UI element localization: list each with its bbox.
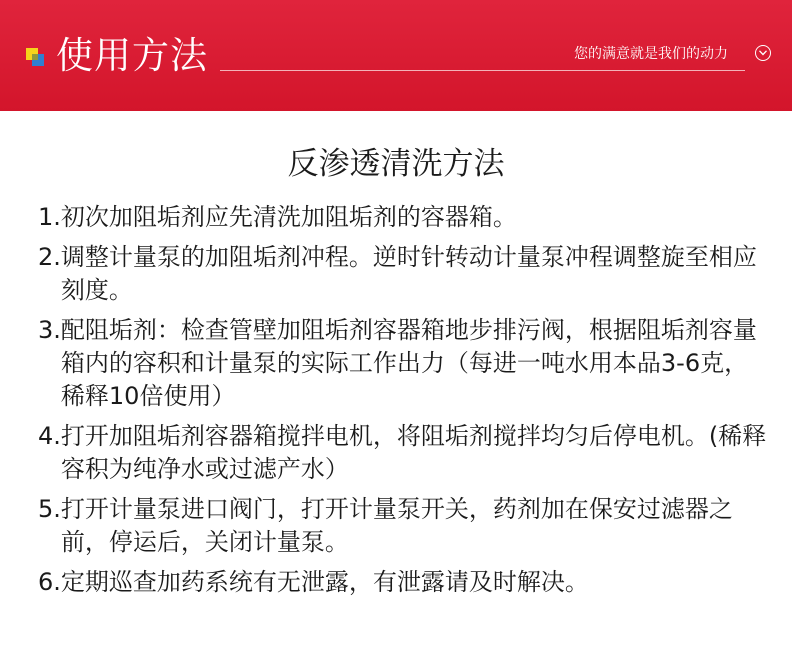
step-text: 打开计量泵进口阀门，打开计量泵开关，药剂加在保安过滤器之前，停运后，关闭计量泵。 <box>60 495 733 556</box>
list-item <box>38 201 768 234</box>
list-item <box>38 493 768 559</box>
step-text: 调整计量泵的加阻垢剂冲程。逆时针转动计量泵冲程调整旋至相应刻度。 <box>60 243 757 304</box>
chevron-down-icon[interactable] <box>755 45 771 61</box>
steps-list <box>38 201 768 606</box>
step-number: 3. <box>38 316 61 344</box>
step-text: 定期巡查加药系统有无泄露，有泄露请及时解决。 <box>60 568 589 596</box>
section-title: 使用方法 <box>56 34 208 77</box>
header-banner <box>0 0 792 111</box>
step-number: 1. <box>38 203 61 231</box>
squares-logo-icon <box>26 48 44 66</box>
step-number: 5. <box>38 495 61 523</box>
step-number: 2. <box>38 243 61 271</box>
document-title: 反渗透清洗方法 <box>287 146 505 182</box>
list-item <box>38 241 768 307</box>
list-item <box>38 566 768 599</box>
step-text: 打开加阻垢剂容器箱搅拌电机，将阻垢剂搅拌均匀后停电机。(稀释容积为纯净水或过滤产水） <box>60 422 767 483</box>
step-number: 6. <box>38 568 61 596</box>
slogan-text: 您的满意就是我们的动力 <box>574 46 728 62</box>
divider-line <box>220 70 745 71</box>
step-number: 4. <box>38 422 61 450</box>
list-item <box>38 420 768 486</box>
list-item <box>38 314 768 413</box>
step-text: 初次加阻垢剂应先清洗加阻垢剂的容器箱。 <box>60 203 517 231</box>
step-text: 配阻垢剂：检查管壁加阻垢剂容器箱地步排污阀，根据阻垢剂容量箱内的容积和计量泵的实际工作出力（每进一吨水用本品3-6克，稀释10倍使用） <box>60 316 757 410</box>
